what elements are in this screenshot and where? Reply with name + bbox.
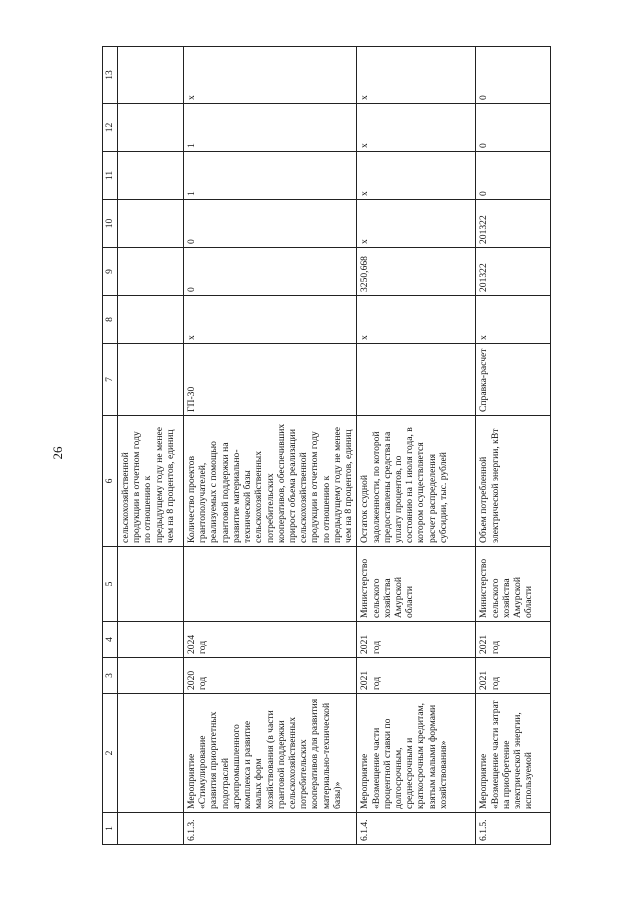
value-col10: 0 — [184, 200, 357, 248]
value-col8: х — [357, 296, 476, 344]
column-number-row — [103, 47, 118, 845]
value-col11: х — [357, 152, 476, 200]
row-id: 6.1.4. — [357, 813, 476, 845]
table-container — [102, 70, 535, 845]
column-number: 1 — [103, 813, 118, 845]
column-number: 3 — [103, 658, 118, 694]
executor: Министерство сельского хозяйства Амурской области — [357, 547, 476, 622]
executor: Министерство сельского хозяйства Амурской области — [476, 547, 551, 622]
start-year: 2020 год — [184, 658, 357, 694]
executor — [184, 547, 357, 622]
page-number: 26 — [50, 446, 65, 460]
value-col13: 0 — [476, 47, 551, 104]
end-year: 2024 год — [184, 622, 357, 658]
value-col13: х — [184, 47, 357, 104]
column-number: 6 — [103, 416, 118, 547]
column-number: 10 — [103, 200, 118, 248]
value-col12: х — [357, 104, 476, 152]
value-col9: 0 — [184, 248, 357, 296]
column-number: 9 — [103, 248, 118, 296]
column-number: 12 — [103, 104, 118, 152]
value-col10: х — [357, 200, 476, 248]
measure-name: Мероприятие «Возмещение части затрат на приобретение электрической энергии, используемой — [476, 694, 551, 813]
value-col10: 201322 — [476, 200, 551, 248]
end-year: 2021 год — [357, 622, 476, 658]
value-col11: 1 — [184, 152, 357, 200]
start-year: 2021 год — [357, 658, 476, 694]
value-col12: 0 — [476, 104, 551, 152]
value-col8: х — [476, 296, 551, 344]
source — [357, 344, 476, 416]
row-id: 6.1.3. — [184, 813, 357, 845]
value-col9: 3250,668 — [357, 248, 476, 296]
measure-name: Мероприятие «Возмещение части процентной ставки по долгосрочным, среднесрочным и краткосрочным кредитам, взятым малыми формами хозяйствования» — [357, 694, 476, 813]
source: ГП-30 — [184, 344, 357, 416]
value-col9: 201322 — [476, 248, 551, 296]
table-row — [476, 47, 551, 845]
column-number: 11 — [103, 152, 118, 200]
continuation-indicator: сельскохозяйственной продукции в отчетном году по отношению к предыдущему году не менее чем на 8 процентов, единиц — [118, 416, 184, 547]
indicator: Количество проектов грантополучателей, реализуемых с помощью грантовой поддержки на развитие материально-технической базы сельскохозяйственных потребительских кооперативов, обеспечивших прирост объема реализации сельскохозяйственной продукции в отчетном году по отношению к предыдущему году не менее чем на 8 процентов, единиц — [184, 416, 357, 547]
column-number: 2 — [103, 694, 118, 813]
value-col8: х — [184, 296, 357, 344]
indicator: Остаток ссудной задолженности, по которой предоставлены средства на уплату процентов, по состоянию на 1 июля года, в котором осуществляется расчет распределения субсидии, тыс. рублей — [357, 416, 476, 547]
value-col13: х — [357, 47, 476, 104]
column-number: 7 — [103, 344, 118, 416]
column-number: 8 — [103, 296, 118, 344]
row-id: 6.1.5. — [476, 813, 551, 845]
value-col11: 0 — [476, 152, 551, 200]
measures-table — [102, 46, 551, 845]
column-number: 5 — [103, 547, 118, 622]
source: Справка-расчет — [476, 344, 551, 416]
indicator: Объем потребленной электрической энергии, кВт — [476, 416, 551, 547]
measure-name: Мероприятие «Стимулирование развития приоритетных подотраслей агропромышленного комплекса и развитие малых форм хозяйствования (в части грантовой поддержки сельскохозяйственных потребительских кооперативов для развития материально-технической базы)» — [184, 694, 357, 813]
start-year: 2021 год — [476, 658, 551, 694]
table-row — [184, 47, 357, 845]
table-row — [357, 47, 476, 845]
continuation-row — [118, 47, 184, 845]
column-number: 13 — [103, 47, 118, 104]
value-col12: 1 — [184, 104, 357, 152]
end-year: 2021 год — [476, 622, 551, 658]
column-number: 4 — [103, 622, 118, 658]
